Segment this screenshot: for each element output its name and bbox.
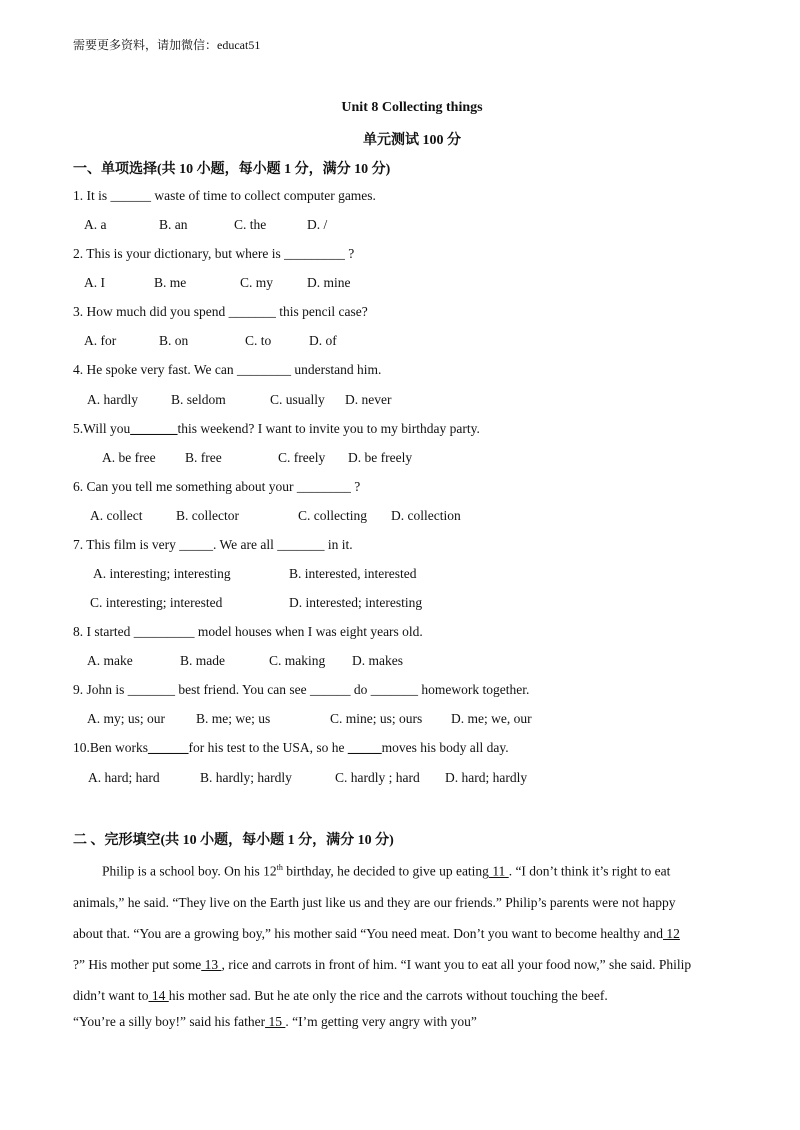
option-a: A. for bbox=[84, 333, 117, 348]
blank-12: 12 bbox=[663, 925, 680, 941]
passage-text: Philip is a school boy. On his 12 bbox=[102, 863, 277, 879]
question-8-stem: 8. I started _________ model houses when I was eight years old. bbox=[73, 624, 423, 639]
passage-text: birthday, he decided to give up eating bbox=[282, 863, 489, 879]
passage-line bbox=[73, 918, 728, 949]
passage-text: . “I’m getting very angry with you” bbox=[285, 1014, 477, 1029]
question-4-stem: 4. He spoke very fast. We can ________ understand him. bbox=[73, 362, 382, 377]
passage-text: didn’t want to bbox=[73, 987, 149, 1003]
option-b: B. on bbox=[159, 333, 189, 348]
option-c: C. the bbox=[234, 217, 267, 232]
option-d: D. of bbox=[309, 333, 337, 348]
blank-15: 15 bbox=[265, 1014, 286, 1029]
page-subtitle: 单元测试 100 分 bbox=[363, 133, 461, 148]
option-b: B. free bbox=[185, 450, 222, 465]
passage-text: , rice and carrots in front of him. “I want you to eat all your food now,” she said. Philip bbox=[221, 956, 692, 972]
option-d: D. hard; hardly bbox=[445, 770, 528, 785]
question-6-stem: 6. Can you tell me something about your ________ ? bbox=[73, 479, 361, 494]
blank-13: 13 bbox=[201, 956, 222, 972]
option-b: B. made bbox=[180, 653, 225, 668]
option-d: D. me; we, our bbox=[451, 711, 532, 726]
passage-line bbox=[73, 887, 728, 918]
section-1-heading: 一、单项选择(共 10 小题，每小题 1 分，满分 10 分) bbox=[73, 162, 391, 177]
stem-text: moves his body all day. bbox=[381, 740, 509, 755]
passage-text: “You’re a silly boy!” said his father bbox=[73, 1014, 266, 1029]
blank-11: 11 bbox=[488, 863, 509, 879]
option-a: A. interesting; interesting bbox=[93, 566, 231, 581]
passage-text: animals,” he said. “They live on the Earth just like us and they are our friends.” Philip’s parents were not happy bbox=[73, 894, 676, 910]
option-d: D. be freely bbox=[348, 450, 413, 465]
option-c: C. to bbox=[245, 333, 272, 348]
option-a: A. hard; hard bbox=[88, 770, 160, 785]
option-d: D. / bbox=[307, 217, 328, 232]
passage-line bbox=[73, 949, 728, 980]
answer-blank: ______ bbox=[148, 740, 189, 755]
option-c: C. interesting; interested bbox=[90, 595, 223, 610]
option-a: A. my; us; our bbox=[87, 711, 166, 726]
option-b: B. hardly; hardly bbox=[200, 770, 292, 785]
option-c: C. hardly ; hard bbox=[335, 770, 420, 785]
question-10-stem bbox=[73, 740, 509, 756]
stem-text: for his test to the USA, so he bbox=[188, 740, 348, 755]
option-b: B. me bbox=[154, 275, 187, 290]
stem-text: this weekend? I want to invite you to my birthday party. bbox=[177, 421, 480, 436]
passage-text: . “I don’t think it’s right to eat bbox=[508, 863, 671, 879]
section-2-heading: 二 、完形填空(共 10 小题，每小题 1 分，满分 10 分) bbox=[73, 833, 394, 848]
stem-text: 10.Ben works bbox=[73, 740, 148, 755]
option-c: C. usually bbox=[270, 392, 325, 407]
question-5-stem bbox=[73, 421, 480, 437]
cloze-passage bbox=[73, 852, 728, 1011]
question-3-stem: 3. How much did you spend _______ this pencil case? bbox=[73, 304, 368, 319]
question-2-stem: 2. This is your dictionary, but where is _________ ? bbox=[73, 246, 355, 261]
option-c: C. collecting bbox=[298, 508, 367, 523]
ordinal-suffix: th bbox=[276, 863, 283, 872]
option-a: A. be free bbox=[102, 450, 156, 465]
passage-line bbox=[73, 980, 728, 1011]
option-b: B. interested, interested bbox=[289, 566, 417, 581]
option-c: C. my bbox=[240, 275, 274, 290]
option-d: D. interested; interesting bbox=[289, 595, 423, 610]
option-d: D. collection bbox=[391, 508, 461, 523]
question-9-stem: 9. John is _______ best friend. You can see ______ do _______ homework together. bbox=[73, 682, 530, 697]
option-a: A. hardly bbox=[87, 392, 138, 407]
question-1-stem: 1. It is ______ waste of time to collect computer games. bbox=[73, 188, 376, 203]
option-d: D. mine bbox=[307, 275, 351, 290]
question-7-stem: 7. This film is very _____. We are all _______ in it. bbox=[73, 537, 353, 552]
header-note: 需要更多资料，请加微信：educat51 bbox=[73, 38, 261, 52]
blank-14: 14 bbox=[148, 987, 169, 1003]
answer-blank: _____ bbox=[347, 740, 382, 755]
option-a: A. collect bbox=[90, 508, 143, 523]
passage-text: his mother sad. But he ate only the rice and the carrots without touching the beef. bbox=[168, 987, 608, 1003]
option-a: A. I bbox=[84, 275, 105, 290]
passage-line bbox=[73, 1014, 477, 1030]
option-c: C. mine; us; ours bbox=[330, 711, 423, 726]
passage-text: about that. “You are a growing boy,” his mother said “You need meat. Don’t you want to become healthy and bbox=[73, 925, 664, 941]
option-b: B. an bbox=[159, 217, 188, 232]
option-b: B. collector bbox=[176, 508, 239, 523]
passage-line bbox=[73, 852, 728, 887]
option-c: C. freely bbox=[278, 450, 326, 465]
option-a: A. a bbox=[84, 217, 107, 232]
option-b: B. seldom bbox=[171, 392, 226, 407]
page-title: Unit 8 Collecting things bbox=[341, 100, 483, 115]
option-b: B. me; we; us bbox=[196, 711, 271, 726]
option-d: D. makes bbox=[352, 653, 403, 668]
option-a: A. make bbox=[87, 653, 133, 668]
option-c: C. making bbox=[269, 653, 326, 668]
stem-text: 5.Will you bbox=[73, 421, 131, 436]
answer-blank: _______ bbox=[130, 421, 178, 436]
option-d: D. never bbox=[345, 392, 392, 407]
passage-text: ?” His mother put some bbox=[73, 956, 202, 972]
